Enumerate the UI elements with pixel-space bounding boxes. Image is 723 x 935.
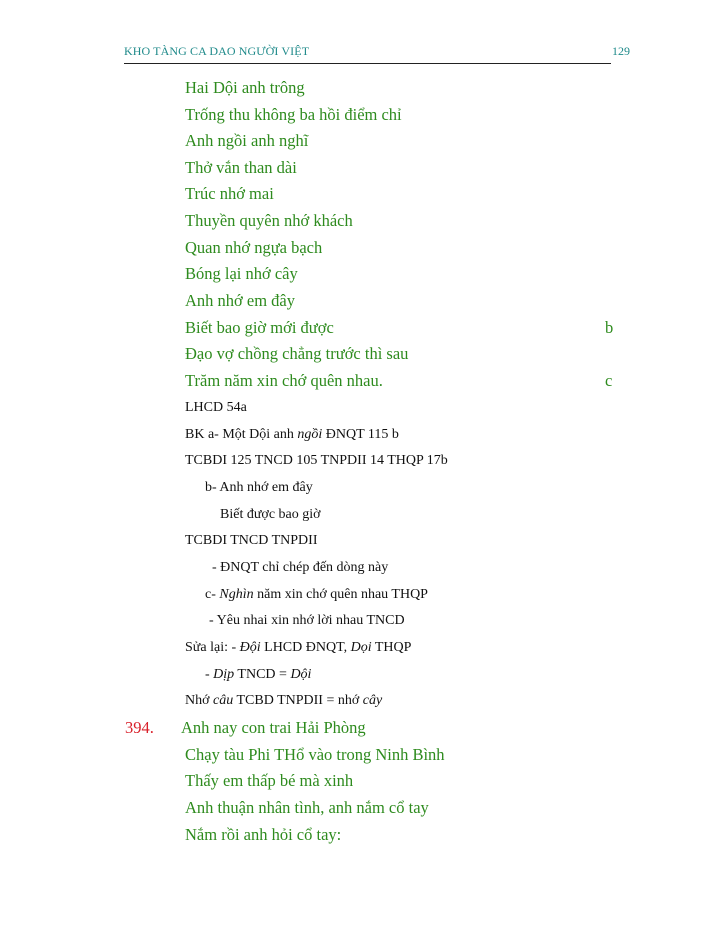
verse-line: Nắm rồi anh hỏi cổ tay: xyxy=(185,825,342,844)
page-number: 129 xyxy=(612,44,630,58)
correction-note: - Dịp TNCD = Dội xyxy=(205,667,312,682)
variant-note: Biết được bao giờ xyxy=(220,507,321,522)
variant-note: - ĐNQT chỉ chép đến dòng này xyxy=(212,560,389,575)
variant-mark-c: c xyxy=(605,371,613,390)
verse-line: Bóng lại nhớ cây xyxy=(185,264,298,283)
poem-number: 394. xyxy=(125,718,154,737)
header-rule xyxy=(124,63,611,64)
source-note: LHCD 54a xyxy=(185,400,247,415)
verse-line: Đạo vợ chồng chẳng trước thì sau xyxy=(185,344,409,363)
verse-line: Trúc nhớ mai xyxy=(185,184,274,203)
variant-mark-b: b xyxy=(605,318,614,337)
verse-line: Anh nay con trai Hải Phòng xyxy=(181,718,366,737)
verse-line: Biết bao giờ mới được xyxy=(185,318,334,337)
correction-note: Sửa lại: - Đội LHCD ĐNQT, Dọi THQP xyxy=(185,640,412,655)
variant-note: c- Nghìn năm xin chớ quên nhau THQP xyxy=(205,587,428,602)
source-note: TCBDI 125 TNCD 105 TNPDII 14 THQP 17b xyxy=(185,453,448,468)
verse-line: Thở vắn than dài xyxy=(185,158,297,177)
verse-line: Anh thuận nhân tình, anh nắm cổ tay xyxy=(185,798,429,817)
source-note: TCBDI TNCD TNPDII xyxy=(185,533,318,548)
verse-line: Thuyền quyên nhớ khách xyxy=(185,211,353,230)
correction-note: Nhớ câu TCBD TNPDII = nhớ cây xyxy=(185,693,383,708)
verse-line: Thấy em thấp bé mà xinh xyxy=(185,771,354,790)
verse-line: Hai Dội anh trông xyxy=(185,78,305,97)
verse-line: Anh ngồi anh nghĩ xyxy=(185,131,309,150)
header-title: KHO TÀNG CA DAO NGƯỜI VIỆT xyxy=(124,44,310,58)
variant-note: - Yêu nhai xin nhớ lời nhau TNCD xyxy=(209,613,405,628)
verse-line: Trống thu không ba hồi điểm chỉ xyxy=(185,105,402,124)
verse-line: Trăm năm xin chớ quên nhau. xyxy=(185,371,383,390)
verse-line: Quan nhớ ngựa bạch xyxy=(185,238,323,257)
source-note: BK a- Một Dội anh ngồi ĐNQT 115 b xyxy=(185,427,399,442)
verse-line: Anh nhớ em đây xyxy=(185,291,295,310)
page-header xyxy=(124,44,630,64)
variant-note: b- Anh nhớ em đây xyxy=(205,480,313,495)
verse-line: Chạy tàu Phi THổ vào trong Ninh Bình xyxy=(185,745,445,764)
